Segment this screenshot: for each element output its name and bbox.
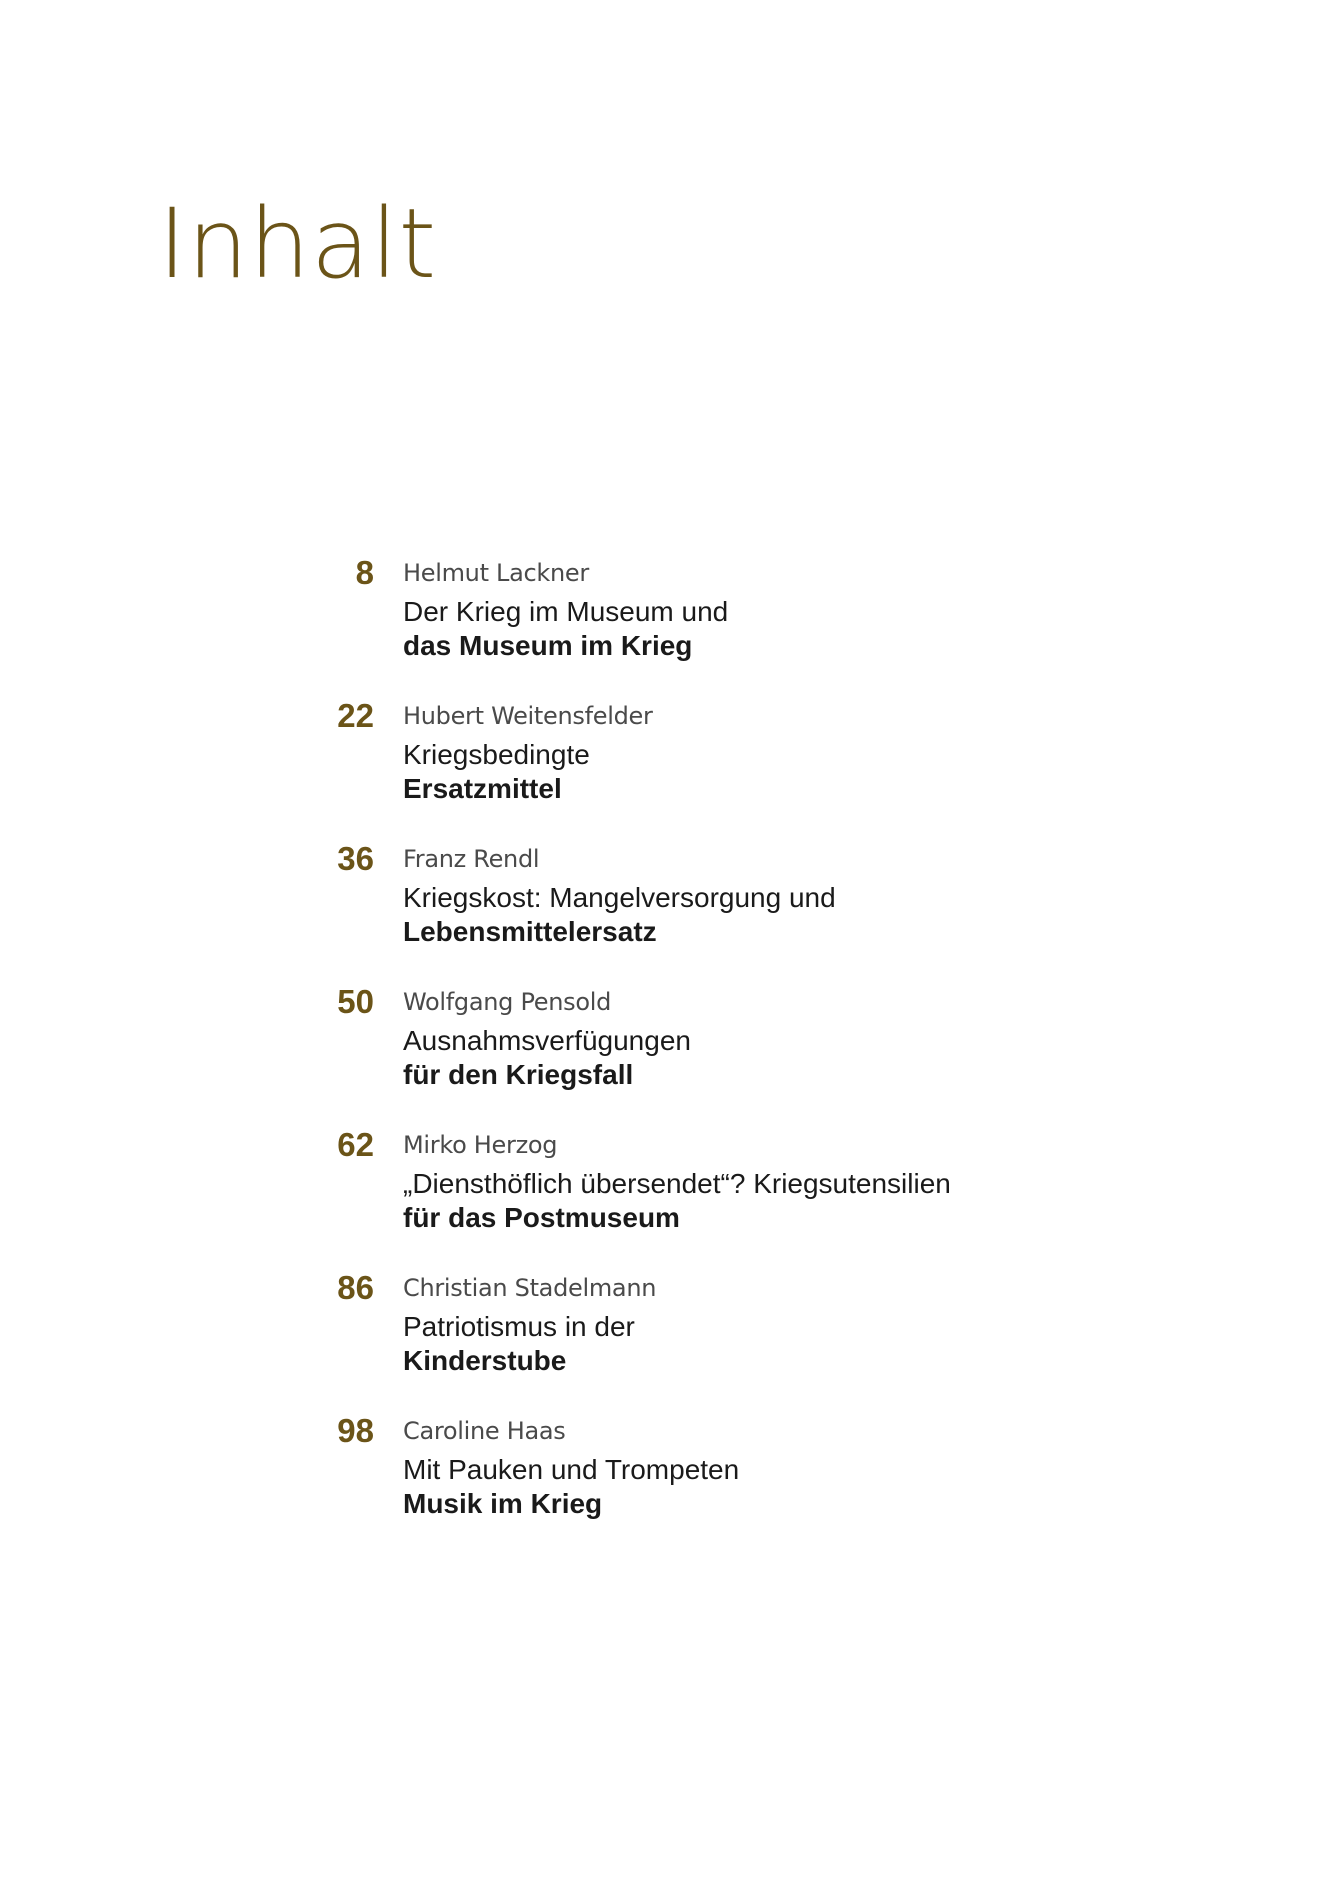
toc-entry[interactable] [0,1125,1339,1268]
toc-entry-body [403,1125,1283,1235]
toc-entry-body [403,696,1283,806]
toc-page-number[interactable]: 98 [337,1412,374,1449]
page-title: Inhalt [158,188,438,300]
toc-entry-body [403,1411,1283,1521]
toc-subtitle[interactable]: für das Postmuseum [403,1202,680,1233]
toc-entry-body [403,553,1283,663]
toc-page-number[interactable]: 50 [337,983,374,1020]
toc-page-number[interactable]: 22 [337,697,374,734]
toc-title[interactable]: Kriegsbedingte [403,739,590,770]
toc-entry[interactable] [0,982,1339,1125]
table-of-contents [0,553,1339,1554]
toc-author: Hubert Weitensfelder [403,702,653,730]
toc-title[interactable]: Der Krieg im Museum und [403,596,729,627]
toc-subtitle[interactable]: Ersatzmittel [403,773,562,804]
toc-title[interactable]: Ausnahmsverfügungen [403,1025,691,1056]
toc-author: Christian Stadelmann [403,1274,657,1302]
toc-subtitle[interactable]: Kinderstube [403,1345,567,1376]
toc-author: Wolfgang Pensold [403,988,612,1016]
toc-title[interactable]: Kriegskost: Mangelversorgung und [403,882,836,913]
toc-entry-body [403,1268,1283,1378]
toc-entry[interactable] [0,1268,1339,1411]
toc-entry[interactable] [0,553,1339,696]
toc-page-number[interactable]: 86 [337,1269,374,1306]
toc-subtitle[interactable]: Lebensmittelersatz [403,916,657,947]
toc-page-number[interactable]: 36 [337,840,374,877]
toc-entry-body [403,839,1283,949]
toc-author: Helmut Lackner [403,559,589,587]
toc-subtitle[interactable]: das Museum im Krieg [403,630,693,661]
toc-page-number[interactable]: 62 [337,1126,374,1163]
toc-entry[interactable] [0,696,1339,839]
toc-subtitle[interactable]: für den Kriegsfall [403,1059,634,1090]
toc-entry-body [403,982,1283,1092]
toc-title[interactable]: „Diensthöflich übersendet“? Kriegsutensilien [403,1168,951,1199]
toc-author: Mirko Herzog [403,1131,558,1159]
toc-page-number[interactable]: 8 [355,554,374,591]
toc-author: Caroline Haas [403,1417,566,1445]
toc-title[interactable]: Mit Pauken und Trompeten [403,1454,740,1485]
toc-entry[interactable] [0,839,1339,982]
toc-author: Franz Rendl [403,845,540,873]
toc-title[interactable]: Patriotismus in der [403,1311,635,1342]
toc-subtitle[interactable]: Musik im Krieg [403,1488,603,1519]
toc-entry[interactable] [0,1411,1339,1554]
